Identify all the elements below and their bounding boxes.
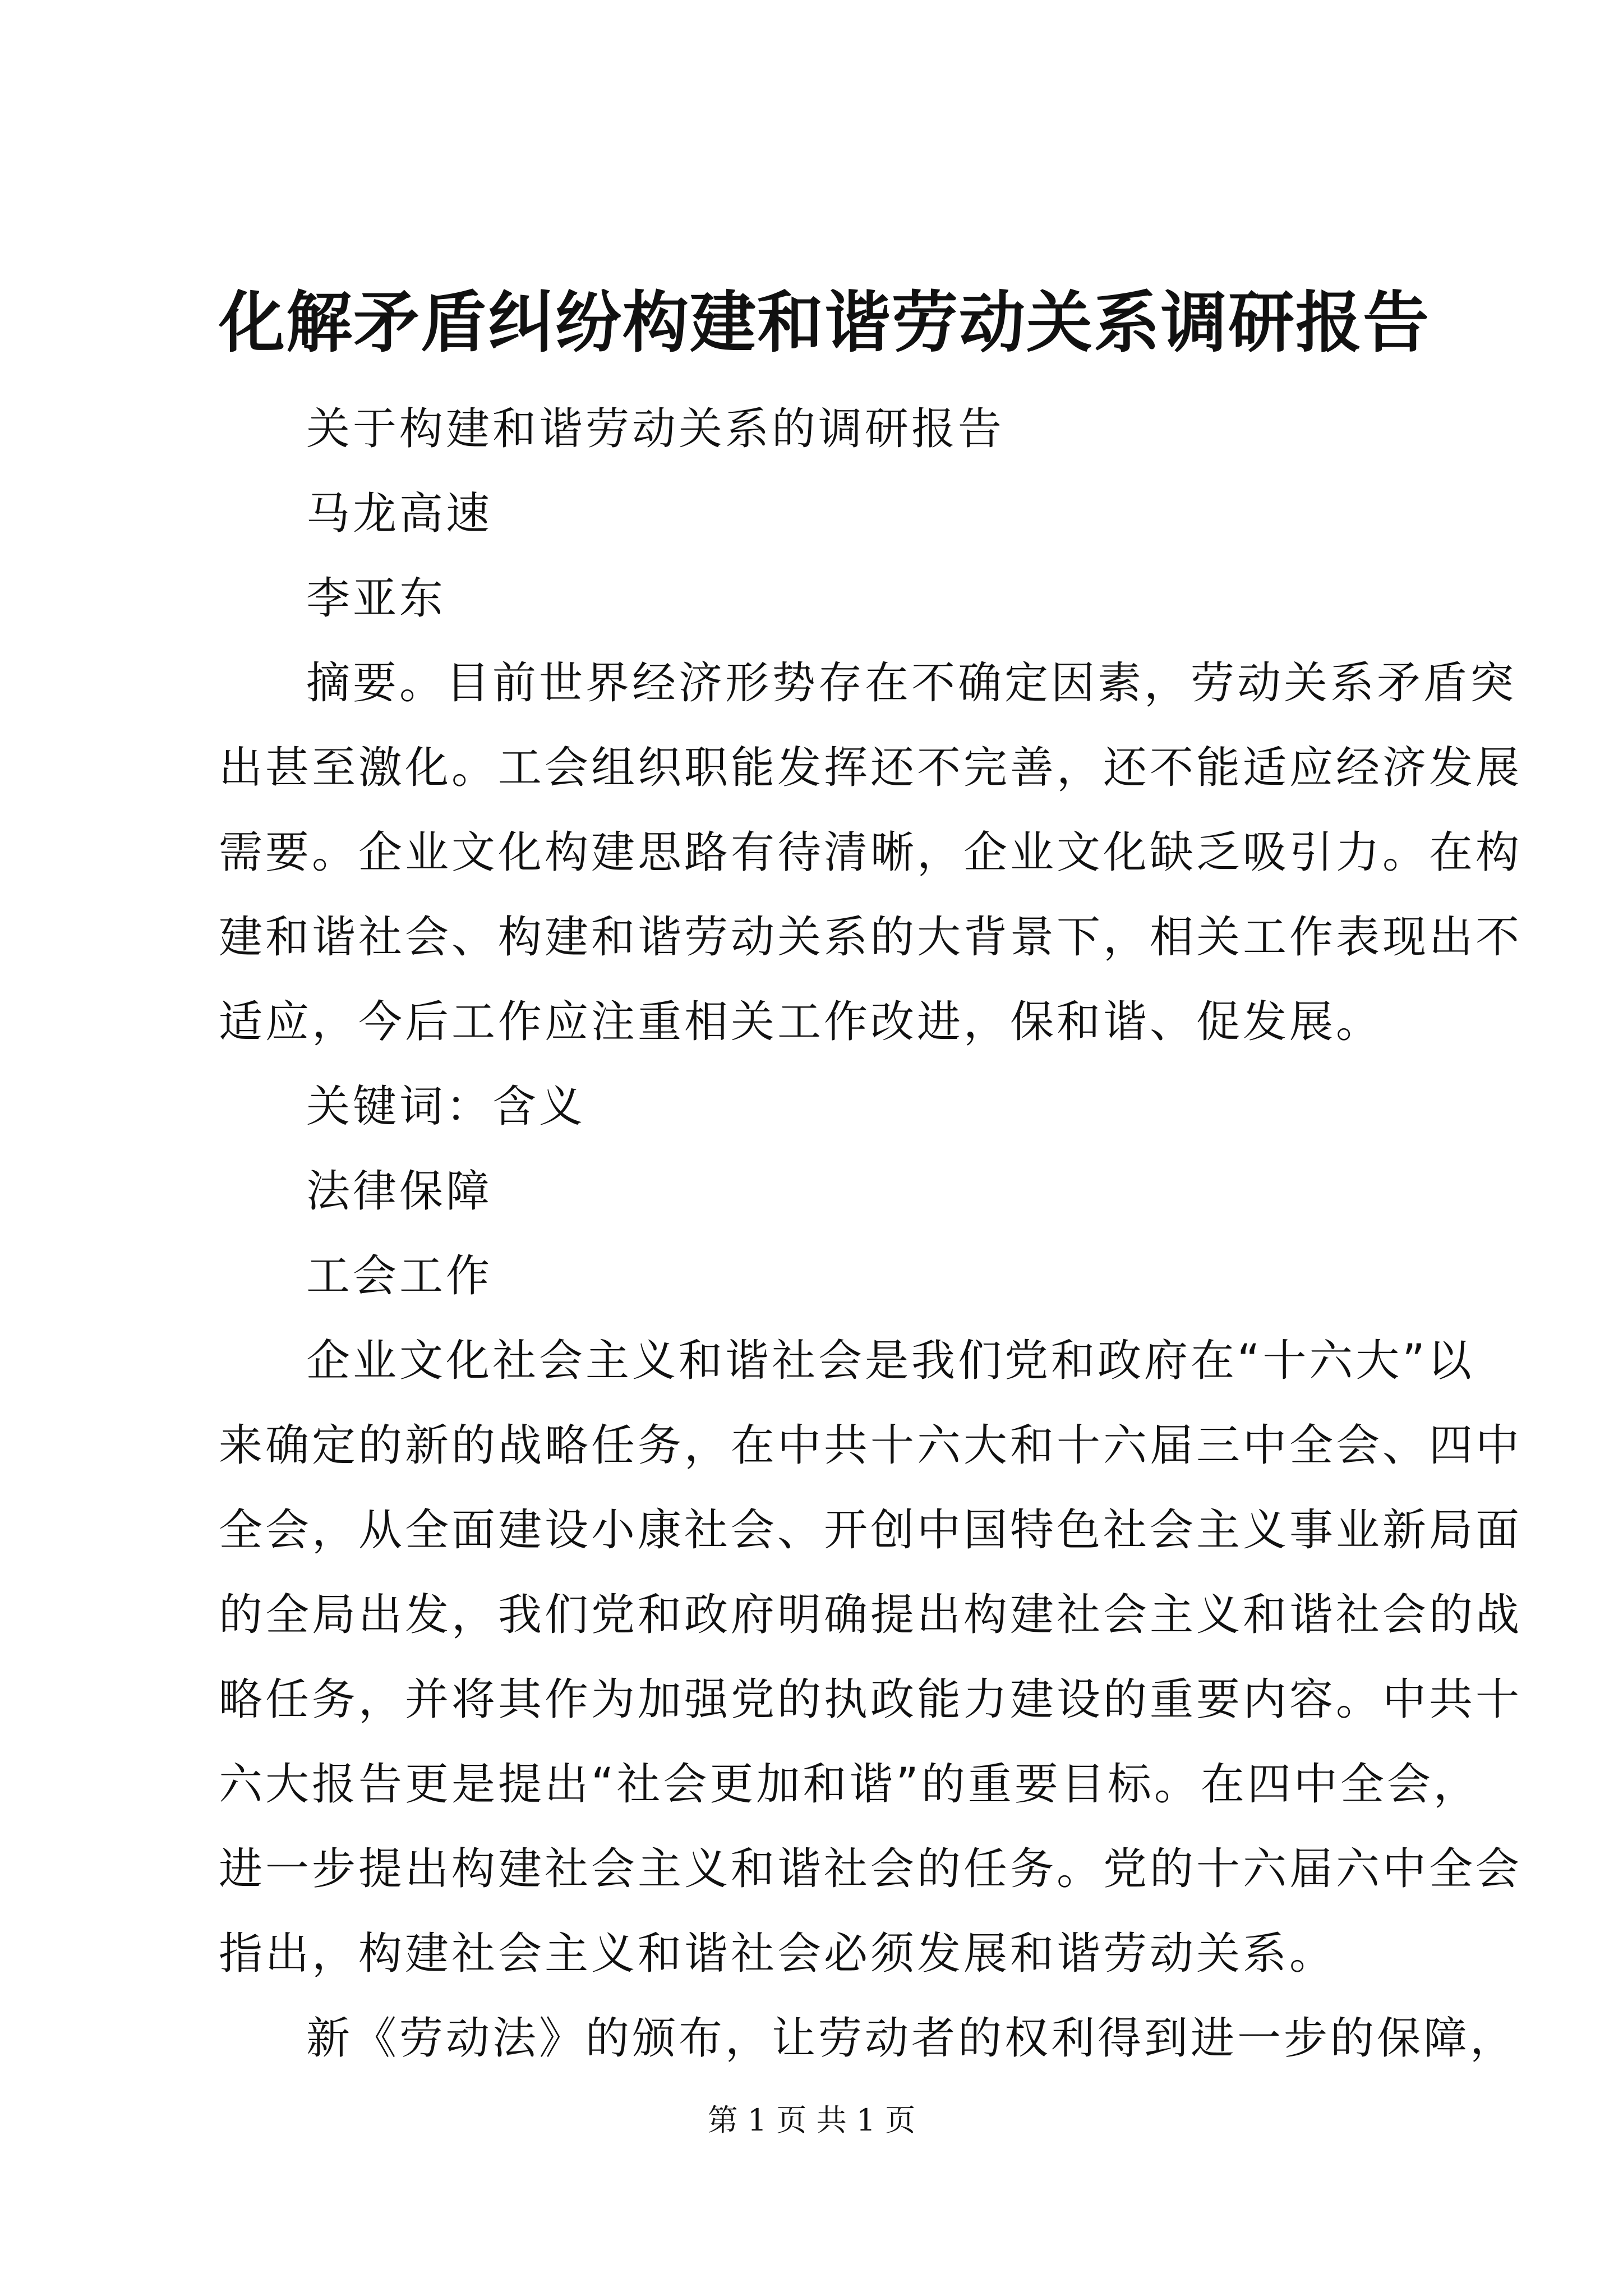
body-line: 来确定的新的战略任务，在中共十六大和十六届三中全会、四中 (219, 1420, 1523, 1471)
body-line: 需要。企业文化构建思路有待清晰，企业文化缺乏吸引力。在构 (219, 827, 1523, 878)
body-line: 进一步提出构建社会主义和谐社会的任务。党的十六届六中全会 (219, 1844, 1523, 1894)
body-line: 出甚至激化。工会组织职能发挥还不完善，还不能适应经济发展 (219, 743, 1523, 793)
body-line: 的全局出发，我们党和政府明确提出构建社会主义和谐社会的战 (219, 1590, 1523, 1640)
page-footer: 第 1 页 共 1 页 (707, 2102, 916, 2138)
body-line: 新《劳动法》的颁布，让劳动者的权利得到进一步的保障， (306, 2013, 1517, 2064)
body-line: 李亚东 (306, 573, 446, 624)
body-line: 关键词：含义 (306, 1082, 586, 1132)
document-title: 化解矛盾纠纷构建和谐劳动关系调研报告 (219, 283, 1431, 361)
body-line: 企业文化社会主义和谐社会是我们党和政府在“十六大”以 (306, 1336, 1474, 1386)
document-body (219, 387, 1523, 2081)
body-line: 摘要。目前世界经济形势存在不确定因素，劳动关系矛盾突 (306, 658, 1517, 708)
body-line: 建和谐社会、构建和谐劳动关系的大背景下，相关工作表现出不 (219, 912, 1523, 963)
body-line: 法律保障 (306, 1166, 493, 1217)
body-line: 工会工作 (306, 1251, 493, 1301)
body-line: 马龙高速 (306, 489, 493, 539)
body-line: 六大报告更是提出“社会更加和谐”的重要目标。在四中全会， (219, 1759, 1480, 1810)
body-line: 全会，从全面建设小康社会、开创中国特色社会主义事业新局面 (219, 1505, 1523, 1556)
body-line: 略任务，并将其作为加强党的执政能力建设的重要内容。中共十 (219, 1674, 1523, 1725)
body-line: 指出，构建社会主义和谐社会必须发展和谐劳动关系。 (219, 1929, 1336, 1979)
body-line: 关于构建和谐劳动关系的调研报告 (306, 404, 1005, 454)
body-line: 适应，今后工作应注重相关工作改进，保和谐、促发展。 (219, 997, 1383, 1047)
